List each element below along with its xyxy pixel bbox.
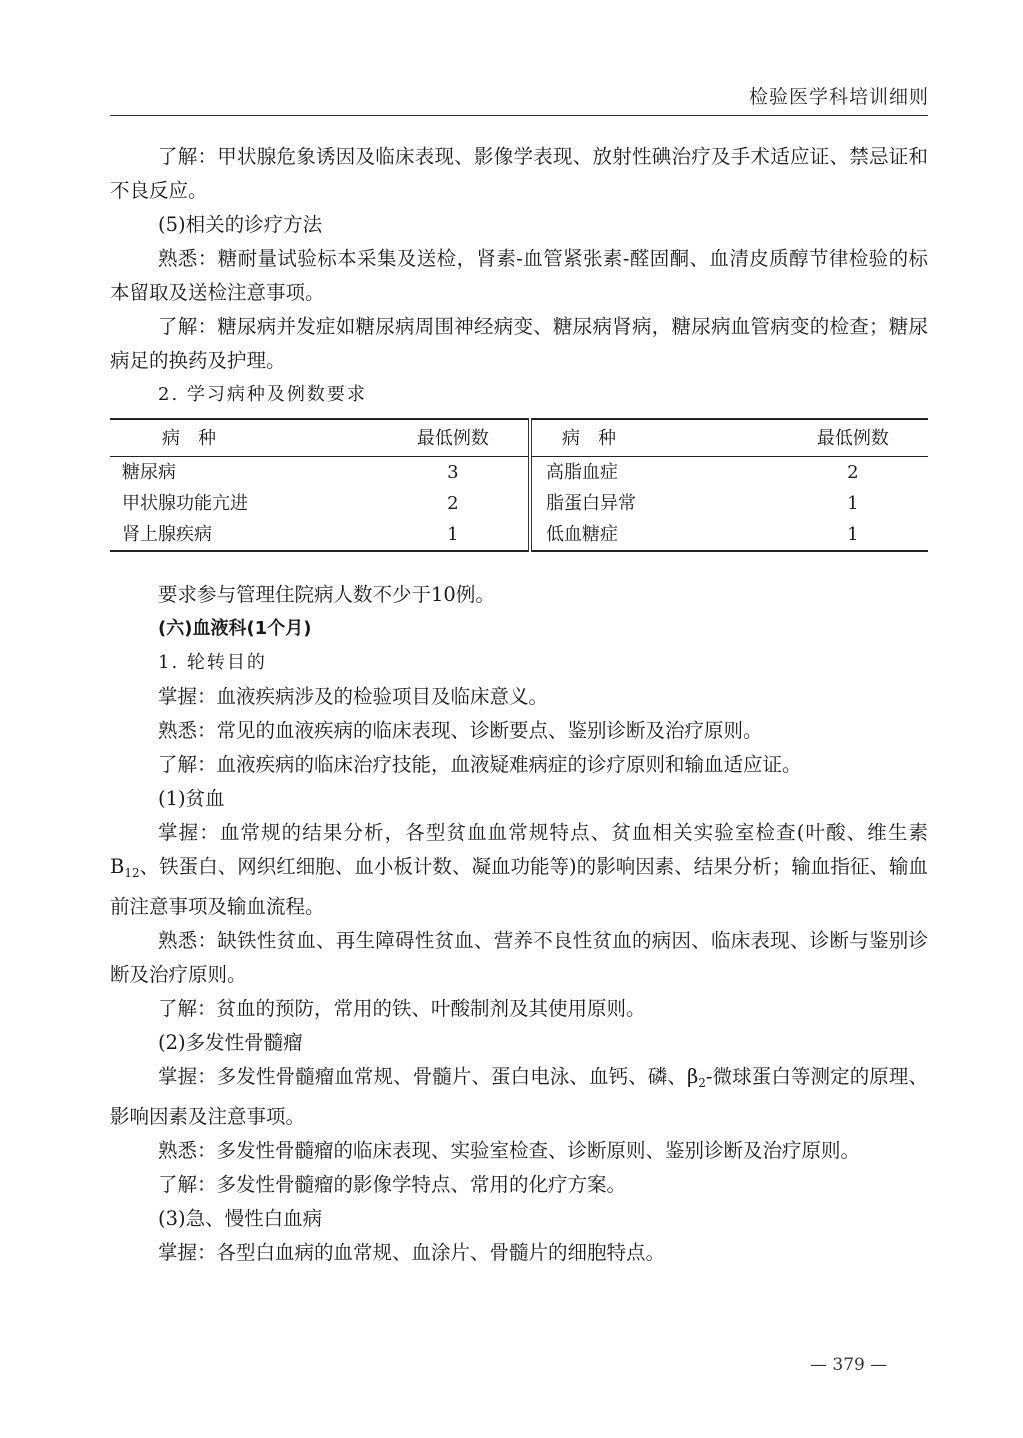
table-cell-disease: 高脂血症 bbox=[530, 457, 778, 489]
subheading: (5)相关的诊疗方法 bbox=[158, 213, 323, 236]
numbered-heading: 2. 学习病种及例数要求 bbox=[158, 384, 367, 405]
col-header-disease-2: 病 种 bbox=[530, 419, 778, 457]
table-cell-count: 1 bbox=[847, 524, 859, 545]
paragraph: 了解：血液疾病的临床治疗技能，血液疑难病症的诊疗原则和输血适应证。 bbox=[158, 753, 802, 776]
col-header-disease: 病 种 bbox=[162, 427, 216, 449]
table-cell-count: 2 bbox=[847, 462, 859, 483]
paragraph: 了解：多发性骨髓瘤的影像学特点、常用的化疗方案。 bbox=[158, 1173, 627, 1196]
numbered-heading: 1. 轮转目的 bbox=[158, 652, 267, 673]
paragraph: 了解：甲状腺危象诱因及临床表现、影像学表现、放射性碘治疗及手术适应证、禁忌证和不良反应。 bbox=[110, 145, 928, 202]
paragraph: 了解：贫血的预防，常用的铁、叶酸制剂及其使用原则。 bbox=[158, 997, 646, 1020]
col-header-min-cases: 最低例数 bbox=[416, 427, 489, 449]
running-header: 检验医学科培训细则 bbox=[748, 86, 929, 108]
paragraph: 熟悉：常见的血液疾病的临床表现、诊断要点、鉴别诊断及治疗原则。 bbox=[158, 719, 763, 742]
section-end bbox=[110, 1134, 928, 1270]
anemia-master-subscript: 12 bbox=[124, 866, 140, 880]
myeloma-master-paragraph bbox=[110, 1060, 928, 1134]
table-row bbox=[110, 519, 928, 551]
section-heading: (六)血液科(1个月) bbox=[158, 618, 312, 639]
table-cell-disease: 脂蛋白异常 bbox=[530, 488, 778, 519]
table-cell-count: 1 bbox=[847, 493, 859, 514]
table-cell-disease: 肾上腺疾病 bbox=[122, 524, 212, 545]
section-after-table bbox=[110, 578, 928, 816]
myeloma-master-text-2: -微球蛋白等测定的原理、影响因素及注意事项。 bbox=[110, 1065, 928, 1128]
table-cell-count: 1 bbox=[447, 524, 459, 545]
header-divider bbox=[110, 115, 928, 116]
table-header-row bbox=[110, 419, 928, 457]
paragraph: 熟悉：多发性骨髓瘤的临床表现、实验室检查、诊断原则、鉴别诊断及治疗原则。 bbox=[158, 1139, 861, 1162]
paragraph: 熟悉：缺铁性贫血、再生障碍性贫血、营养不良性贫血的病因、临床表现、诊断与鉴别诊断及治疗原则。 bbox=[110, 929, 928, 986]
table-row bbox=[110, 457, 928, 489]
myeloma-master-text-1: 掌握：多发性骨髓瘤血常规、骨髓片、蛋白电泳、血钙、磷、β bbox=[158, 1065, 699, 1088]
table-cell-count: 2 bbox=[447, 493, 459, 514]
table-cell-count: 3 bbox=[447, 462, 459, 483]
paragraph: 掌握：各型白血病的血常规、血涂片、骨髓片的细胞特点。 bbox=[158, 1241, 666, 1264]
section-anemia-rest bbox=[110, 924, 928, 1060]
anemia-master-text-1: 掌握：血常规的结果分析，各型贫血血常规特点、贫血相关实验室检查(叶酸、维生素B bbox=[110, 821, 928, 878]
paragraph: 熟悉：糖耐量试验标本采集及送检，肾素-血管紧张素-醛固酮、血清皮质醇节律检验的标本留取及送检注意事项。 bbox=[110, 247, 928, 304]
subheading: (3)急、慢性白血病 bbox=[158, 1207, 323, 1230]
paragraph: 掌握：血液疾病涉及的检验项目及临床意义。 bbox=[158, 685, 549, 708]
anemia-master-text-2: 、铁蛋白、网织红细胞、血小板计数、凝血功能等)的影响因素、结果分析；输血指征、输血前注意事项及输血流程。 bbox=[110, 855, 928, 918]
table-row bbox=[110, 488, 928, 519]
page-number: — 379 — bbox=[810, 1355, 888, 1375]
paragraph: 要求参与管理住院病人数不少于10例。 bbox=[158, 583, 495, 606]
subheading: (1)贫血 bbox=[158, 787, 225, 810]
page-body bbox=[110, 140, 928, 1270]
myeloma-master-subscript: 2 bbox=[698, 1076, 706, 1090]
paragraph: 了解：糖尿病并发症如糖尿病周围神经病变、糖尿病肾病，糖尿病血管病变的检查；糖尿病足的换药及护理。 bbox=[110, 315, 928, 372]
section-before-table bbox=[110, 140, 928, 412]
table-cell-disease: 低血糖症 bbox=[530, 519, 778, 551]
anemia-master-paragraph bbox=[110, 816, 928, 924]
table-cell-disease: 甲状腺功能亢进 bbox=[122, 493, 248, 514]
subheading: (2)多发性骨髓瘤 bbox=[158, 1031, 303, 1054]
disease-case-table bbox=[110, 418, 928, 552]
table-cell-disease: 糖尿病 bbox=[122, 462, 176, 483]
col-header-min-cases-2: 最低例数 bbox=[816, 427, 889, 449]
